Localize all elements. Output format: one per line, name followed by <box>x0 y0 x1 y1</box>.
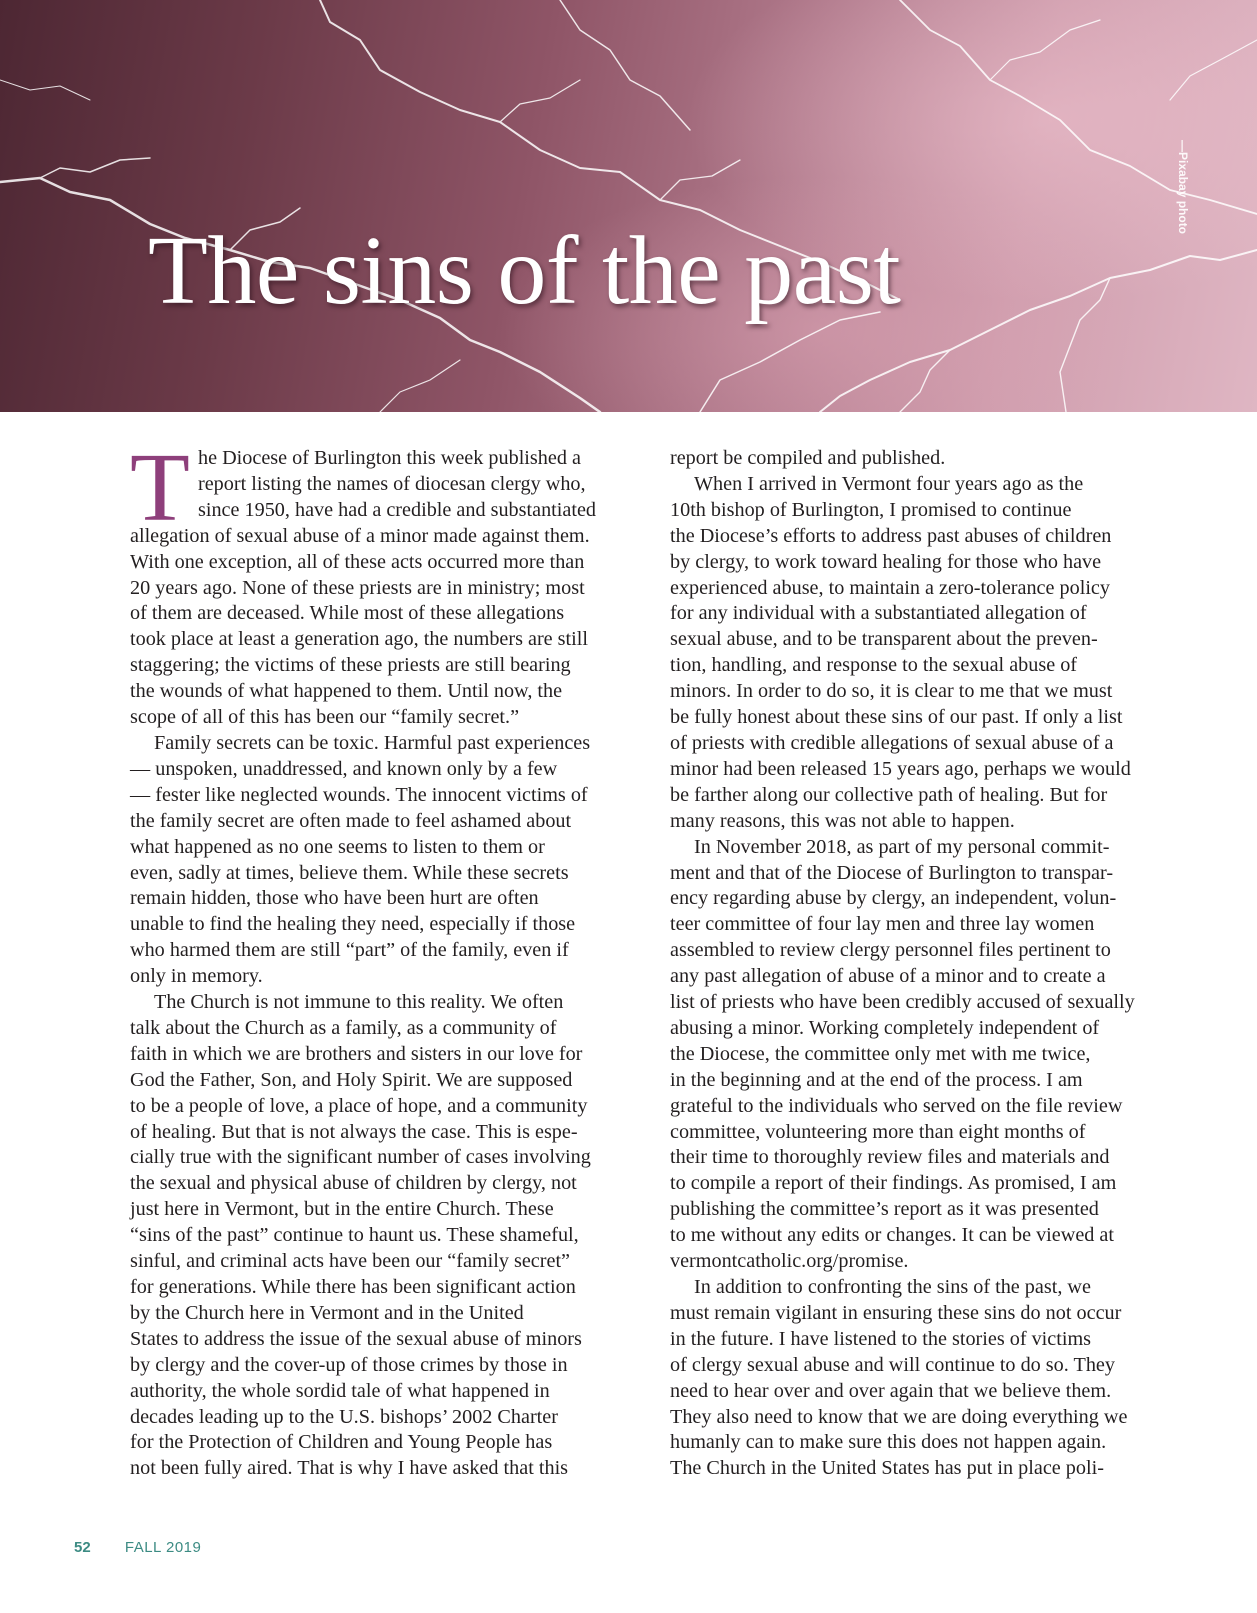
text-line: by clergy, to work toward healing for those who have <box>670 550 1102 573</box>
text-line: in the future. I have listened to the stories of victims <box>670 1327 1092 1350</box>
text-line: their time to thoroughly review files and materials and <box>670 1146 1110 1169</box>
text-line: decades leading up to the U.S. bishops’ 2002 Charter <box>130 1405 558 1428</box>
text-line: the wounds of what happened to them. Until now, the <box>130 680 563 703</box>
text-line: The Church in the United States has put in place poli- <box>670 1457 1104 1480</box>
text-line: minor had been released 15 years ago, perhaps we would <box>670 757 1131 780</box>
text-line: the Diocese’s efforts to address past abuses of children <box>670 524 1112 547</box>
text-line: assembled to review clergy personnel files pertinent to <box>670 939 1111 962</box>
text-line: sexual abuse, and to be transparent about the preven- <box>670 628 1098 651</box>
text-line: When I arrived in Vermont four years ago as the <box>694 472 1084 495</box>
text-line: just here in Vermont, but in the entire Church. These <box>130 1198 554 1221</box>
text-line: be fully honest about these sins of our past. If only a list <box>670 706 1123 729</box>
text-line: even, sadly at times, believe them. While these secrets <box>130 861 569 884</box>
text-line: for the Protection of Children and Young People has <box>130 1431 553 1454</box>
text-line: grateful to the individuals who served on the file review <box>670 1094 1123 1117</box>
text-line: They also need to know that we are doing everything we <box>670 1405 1128 1428</box>
text-line: talk about the Church as a family, as a community of <box>130 1016 557 1039</box>
text-line: in the beginning and at the end of the process. I am <box>670 1068 1083 1091</box>
drop-cap: T <box>130 434 190 542</box>
text-line: publishing the committee’s report as it was presented <box>670 1198 1099 1221</box>
text-line: 10th bishop of Burlington, I promised to continue <box>670 498 1072 521</box>
text-line: the Diocese, the committee only met with me twice, <box>670 1042 1091 1065</box>
text-line: remain hidden, those who have been hurt are often <box>130 887 539 910</box>
text-line: the sexual and physical abuse of children by clergy, not <box>130 1172 577 1195</box>
text-line: Family secrets can be toxic. Harmful past experiences <box>154 731 591 754</box>
text-line: for generations. While there has been significant action <box>130 1276 576 1298</box>
text-line: experienced abuse, to maintain a zero-tolerance policy <box>670 576 1110 599</box>
text-line: for any individual with a substantiated allegation of <box>670 602 1087 625</box>
hero-image <box>0 0 1257 412</box>
text-line: need to hear over and over again that we believe them. <box>670 1379 1112 1402</box>
lightning-illustration <box>0 0 1257 412</box>
text-line: since 1950, have had a credible and substantiated <box>198 498 597 521</box>
text-line: teer committee of four lay men and three lay women <box>670 913 1095 936</box>
text-line: — unspoken, unaddressed, and known only by a few <box>130 757 558 780</box>
text-line: staggering; the victims of these priests are still bearing <box>130 654 571 677</box>
text-line: of priests with credible allegations of sexual abuse of a <box>670 731 1114 754</box>
text-line: to me without any edits or changes. It can be viewed at <box>670 1224 1114 1247</box>
text-line: many reasons, this was not able to happen. <box>670 809 1015 832</box>
article-column-left <box>130 434 644 1482</box>
text-line: ency regarding abuse by clergy, an independent, volun- <box>670 887 1117 910</box>
text-line: who harmed them are still “part” of the family, even if <box>130 939 569 962</box>
text-line: cially true with the significant number of cases involving <box>130 1146 591 1169</box>
page-number: 52 <box>74 1539 91 1556</box>
text-line: “sins of the past” continue to haunt us. These shameful, <box>130 1224 579 1247</box>
text-line: allegation of sexual abuse of a minor made against them. <box>130 524 590 547</box>
text-line: — fester like neglected wounds. The innocent victims of <box>130 783 588 806</box>
text-line: report listing the names of diocesan clergy who, <box>198 472 586 495</box>
issue-label: FALL 2019 <box>124 1539 202 1556</box>
text-line: States to address the issue of the sexual abuse of minors <box>130 1327 582 1350</box>
text-line: took place at least a generation ago, the numbers are still <box>130 628 588 651</box>
text-line: list of priests who have been credibly accused of sexually <box>670 991 1135 1014</box>
text-line: of healing. But that is not always the case. This is espe- <box>130 1120 578 1143</box>
page-footer <box>74 1539 201 1556</box>
text-line: by clergy and the cover-up of those crimes by those in <box>130 1353 568 1376</box>
text-line: of them are deceased. While most of these allegations <box>130 602 565 625</box>
text-line: God the Father, Son, and Holy Spirit. We are supposed <box>130 1068 573 1091</box>
text-line: authority, the whole sordid tale of what happened in <box>130 1379 550 1402</box>
article-title: The sins of the past <box>148 217 901 325</box>
text-line: committee, volunteering more than eight months of <box>670 1120 1086 1143</box>
text-line: vermontcatholic.org/promise. <box>670 1250 909 1273</box>
text-line: of clergy sexual abuse and will continue to do so. They <box>670 1353 1115 1376</box>
article-column-right <box>670 446 1180 1482</box>
text-line: ment and that of the Diocese of Burlington to transpar- <box>670 861 1114 884</box>
text-line: only in memory. <box>130 965 263 988</box>
text-line: tion, handling, and response to the sexual abuse of <box>670 654 1078 677</box>
text-line: faith in which we are brothers and sisters in our love for <box>130 1042 583 1065</box>
text-line: be farther along our collective path of healing. But for <box>670 783 1108 806</box>
text-line: to be a people of love, a place of hope, and a community <box>130 1094 588 1117</box>
text-line: the family secret are often made to feel ashamed about <box>130 809 572 832</box>
text-line: In November 2018, as part of my personal commit- <box>694 835 1110 858</box>
text-line: In addition to confronting the sins of the past, we <box>694 1276 1091 1298</box>
text-line: scope of all of this has been our “family secret.” <box>130 706 520 729</box>
text-line: to compile a report of their findings. As promised, I am <box>670 1172 1117 1195</box>
text-line: 20 years ago. None of these priests are in ministry; most <box>130 576 585 599</box>
text-line: he Diocese of Burlington this week published a <box>198 447 581 469</box>
text-line: With one exception, all of these acts occurred more than <box>130 550 585 573</box>
text-line: The Church is not immune to this reality. We often <box>154 991 564 1014</box>
text-line: abusing a minor. Working completely independent of <box>670 1016 1100 1039</box>
text-line: by the Church here in Vermont and in the United <box>130 1301 524 1324</box>
text-line: report be compiled and published. <box>670 447 946 469</box>
text-line: not been fully aired. That is why I have asked that this <box>130 1457 569 1480</box>
text-line: minors. In order to do so, it is clear to me that we must <box>670 680 1113 703</box>
photo-credit: —Pixabay photo <box>1176 140 1190 235</box>
text-line: what happened as no one seems to listen to them or <box>130 835 545 858</box>
text-line: must remain vigilant in ensuring these sins do not occur <box>670 1301 1122 1324</box>
text-line: any past allegation of abuse of a minor and to create a <box>670 965 1106 988</box>
text-line: unable to find the healing they need, especially if those <box>130 913 576 936</box>
text-line: humanly can to make sure this does not happen again. <box>670 1431 1107 1454</box>
text-line: sinful, and criminal acts have been our “family secret” <box>130 1250 571 1273</box>
